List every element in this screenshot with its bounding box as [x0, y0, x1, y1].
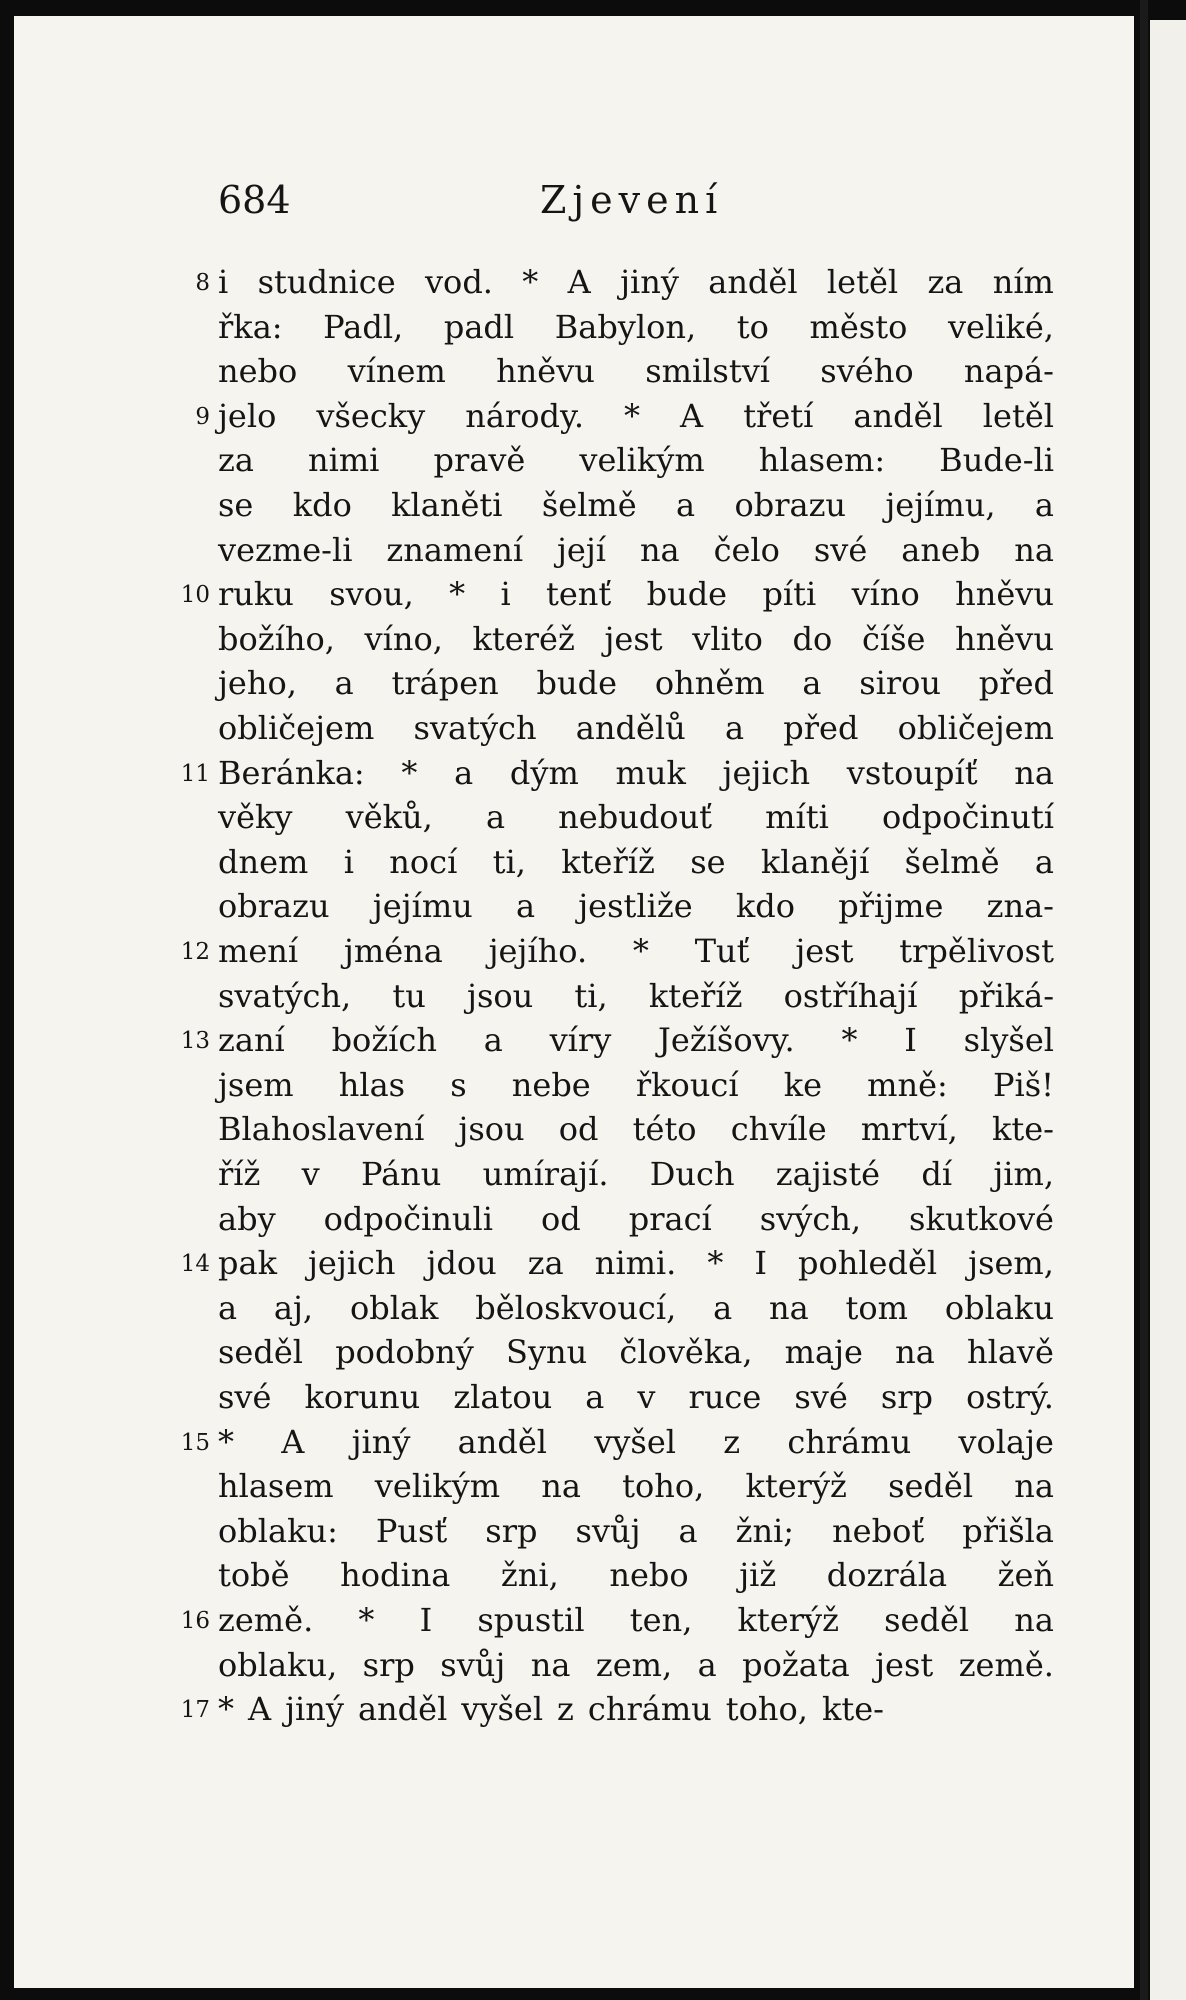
running-header — [218, 178, 738, 226]
text-line: Beránka: * a dým muk jejich vstoupíť na — [218, 753, 1054, 792]
text-line: dnem i nocí ti, kteříž se klanějí šelmě a — [218, 842, 1054, 881]
adjacent-page-edge — [1150, 20, 1186, 2000]
text-line: mení jména jejího. * Tuť jest trpělivost — [218, 932, 1054, 970]
verse-number: 13 — [180, 1028, 210, 1055]
text-line: hlasem velikým na toho, kterýž seděl na — [218, 1467, 1054, 1506]
text-line: nebo vínem hněvu smilství svého napá- — [218, 352, 1054, 391]
verse-number: 10 — [180, 582, 210, 609]
verse-number: 11 — [180, 760, 210, 787]
text-line: * A jiný anděl vyšel z chrámu toho, kte- — [218, 1690, 884, 1729]
text-line: Blahoslavení jsou od této chvíle mrtví, kte- — [218, 1110, 1054, 1149]
page-title: Zjevení — [540, 178, 724, 222]
text-line: * A jiný anděl vyšel z chrámu volaje — [218, 1422, 1054, 1461]
text-line: jeho, a trápen bude ohněm a sirou před — [218, 664, 1054, 703]
verse-number: 15 — [180, 1429, 210, 1456]
text-line: seděl podobný Synu člověka, maje na hlavě — [218, 1333, 1054, 1372]
text-line: své korunu zlatou a v ruce své srp ostrý. — [218, 1378, 1054, 1416]
page-number: 684 — [218, 178, 291, 222]
text-line: jelo všecky národy. * A třetí anděl letěl — [218, 396, 1054, 435]
verse-number: 12 — [180, 939, 210, 965]
text-line: říž v Pánu umírají. Duch zajisté dí jim, — [218, 1155, 1054, 1193]
text-line: zaní božích a víry Ježíšovy. * I slyšel — [218, 1021, 1054, 1060]
text-line: oblaku, srp svůj na zem, a požata jest země. — [218, 1645, 1054, 1684]
text-line: ruku svou, * i tenť bude píti víno hněvu — [218, 575, 1054, 614]
text-line: a aj, oblak běloskvoucí, a na tom oblaku — [218, 1288, 1054, 1327]
verse-number: 8 — [195, 270, 210, 296]
text-line: země. * I spustil ten, kterýž seděl na — [218, 1601, 1054, 1639]
text-line: pak jejich jdou za nimi. * I pohleděl jsem, — [218, 1244, 1054, 1283]
text-line: vezme-li znamení její na čelo své aneb na — [218, 530, 1054, 569]
text-line: obličejem svatých andělů a před obličejem — [218, 709, 1054, 747]
verse-number: 17 — [180, 1697, 210, 1724]
text-line: za nimi pravě velikým hlasem: Bude-li — [218, 441, 1054, 480]
text-line: i studnice vod. * A jiný anděl letěl za ním — [218, 263, 1054, 301]
text-line: svatých, tu jsou ti, kteříž ostříhají přiká- — [218, 976, 1054, 1015]
text-line: se kdo klaněti šelmě a obrazu jejímu, a — [218, 486, 1054, 524]
text-line: věky věků, a nebudouť míti odpočinutí — [218, 798, 1054, 837]
verse-number: 14 — [180, 1251, 210, 1278]
text-line: tobě hodina žni, nebo již dozrála žeň — [218, 1556, 1054, 1595]
text-line: oblaku: Pusť srp svůj a žni; neboť přišla — [218, 1511, 1054, 1550]
page-gutter-shadow — [1140, 0, 1148, 2000]
text-line: božího, víno, kteréž jest vlito do číše hněvu — [218, 619, 1054, 658]
text-line: obrazu jejímu a jestliže kdo přijme zna- — [218, 887, 1054, 926]
text-line: aby odpočinuli od prací svých, skutkové — [218, 1199, 1054, 1238]
verse-number: 16 — [180, 1608, 210, 1634]
text-line: jsem hlas s nebe řkoucí ke mně: Piš! — [218, 1065, 1054, 1104]
text-line: řka: Padl, padl Babylon, to město veliké, — [218, 307, 1054, 346]
verse-number: 9 — [195, 403, 210, 430]
